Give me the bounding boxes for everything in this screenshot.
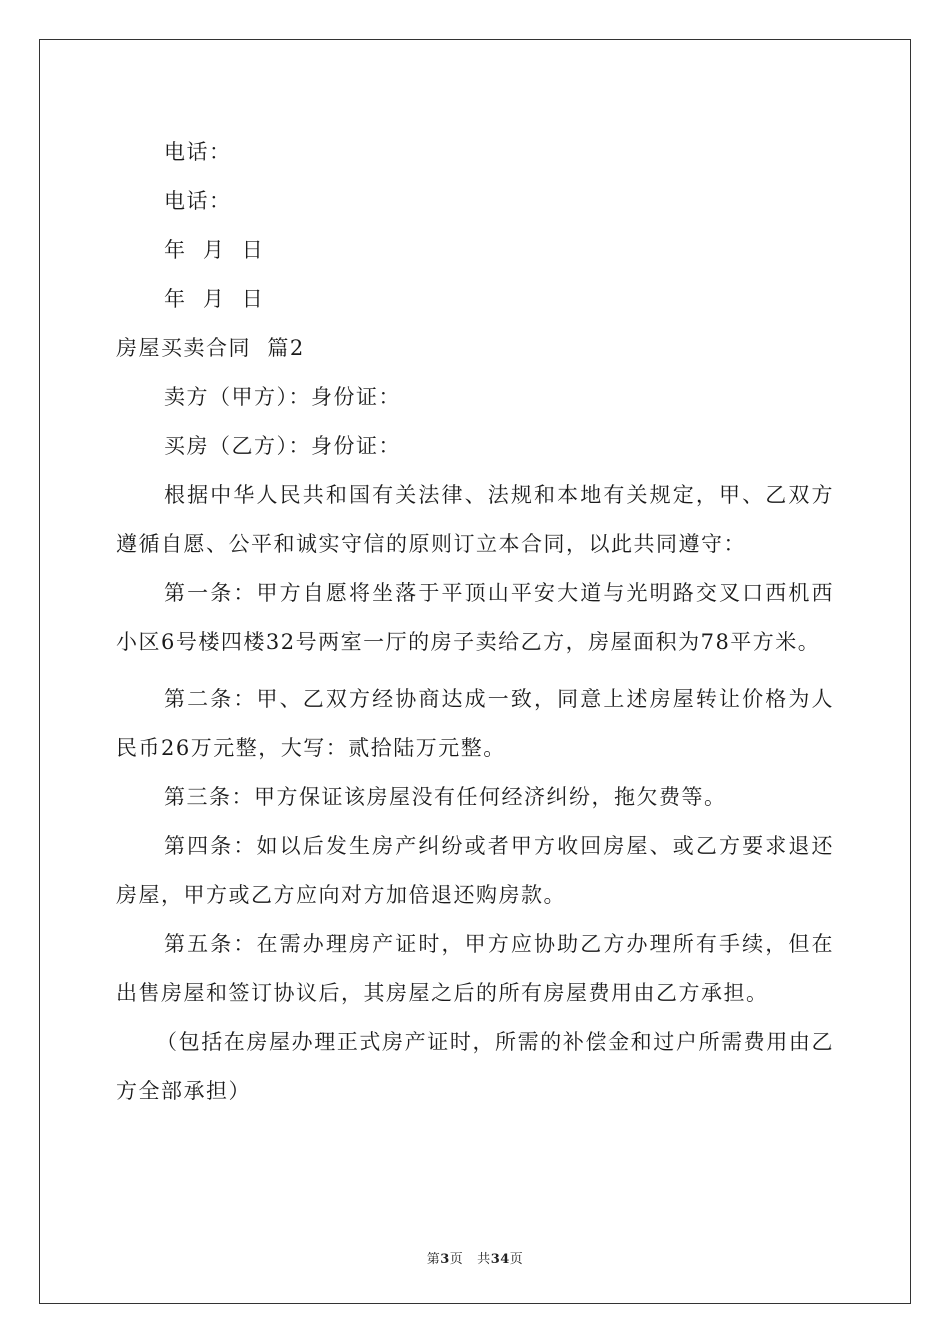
article-2: 第二条：甲、乙双方经协商达成一致，同意上述房屋转让价格为人民币26万元整，大写：贰拾陆万元整。 [116, 687, 834, 760]
footer-total-prefix: 共 [477, 1252, 491, 1267]
article-1: 第一条：甲方自愿将坐落于平顶山平安大道与光明路交叉口西机西小区6号楼四楼32号两室一厅的房子卖给乙方，房屋面积为78平方米。 [116, 581, 834, 654]
footer-prefix: 第 [426, 1252, 441, 1267]
section-heading: 房屋买卖合同 篇2 [116, 336, 305, 360]
page-footer [0, 1248, 950, 1267]
footer-page-word: 页 [449, 1252, 464, 1267]
footer-total-suffix: 页 [509, 1252, 524, 1267]
seller-line: 卖方（甲方）：身份证： [164, 385, 401, 409]
footer-total-pages: 34 [490, 1252, 510, 1267]
article-4: 第四条：如以后发生房产纠纷或者甲方收回房屋、或乙方要求退还房屋，甲方或乙方应向对方加倍退还购房款。 [116, 834, 834, 907]
phone-line-2: 电话： [164, 189, 232, 213]
date-line-2: 年 月 日 [164, 287, 265, 311]
article-5: 第五条：在需办理房产证时，甲方应协助乙方办理所有手续，但在出售房屋和签订协议后，其房屋之后的所有房屋费用由乙方承担。 [116, 932, 834, 1005]
intro-paragraph: 根据中华人民共和国有关法律、法规和本地有关规定，甲、乙双方遵循自愿、公平和诚实守信的原则订立本合同，以此共同遵守： [116, 483, 834, 556]
note-paragraph: （包括在房屋办理正式房产证时，所需的补偿金和过户所需费用由乙方全部承担） [116, 1030, 834, 1103]
footer-current-page: 3 [440, 1252, 450, 1267]
buyer-line: 买房（乙方）：身份证： [164, 434, 401, 458]
phone-line-1: 电话： [164, 140, 232, 164]
document-body [116, 128, 834, 1116]
date-line-1: 年 月 日 [164, 238, 265, 262]
article-3: 第三条：甲方保证该房屋没有任何经济纠纷，拖欠费等。 [164, 785, 727, 809]
